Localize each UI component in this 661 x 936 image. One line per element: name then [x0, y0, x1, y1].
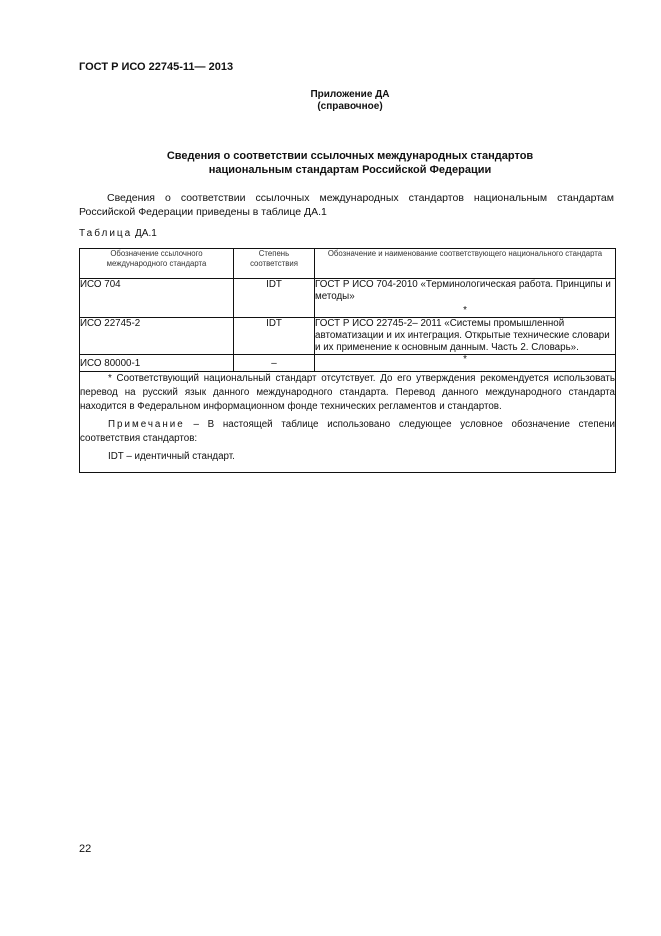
standards-table: [79, 248, 616, 473]
table-notes: [80, 372, 616, 473]
cell-national: [315, 318, 616, 355]
note-label: Примечание: [108, 419, 185, 430]
national-standard-text: ГОСТ Р ИСО 22745-2– 2011 «Системы промышленной автоматизации и их интеграция. Открытые технические словари и их применение к основным данным. Часть 2. Словарь».: [315, 318, 610, 353]
cell-reference: ИСО 80000-1: [80, 355, 234, 372]
cell-degree: IDT: [234, 318, 315, 355]
table-caption: [79, 228, 157, 239]
table-header-row: [80, 249, 616, 279]
table-notes-row: [80, 372, 616, 473]
intro-paragraph: Сведения о соответствии ссылочных международных стандартов национальным стандартам Российской Федерации приведены в таблице ДА.1: [79, 192, 614, 218]
table-caption-word: Таблица: [79, 228, 133, 239]
cell-national: [315, 355, 616, 372]
annex-heading: [0, 89, 661, 113]
header-degree: Степень соответствия: [234, 249, 315, 279]
annex-subtitle: (справочное): [317, 101, 383, 112]
section-title-line-2: национальным стандартам Российской Федерации: [208, 164, 492, 176]
cell-reference: ИСО 704: [80, 279, 234, 318]
section-title: [0, 149, 661, 177]
footnote-text: * Соответствующий национальный стандарт отсутствует. До его утверждения рекомендуется использовать перевод на русский язык данного международного стандарта. Перевод данного международного стандарта находится в Федеральном информационном фонде технических регламентов и стандартов.: [80, 373, 615, 412]
cell-national: [315, 279, 616, 318]
annex-title: Приложение ДА: [310, 89, 390, 100]
section-title-line-1: Сведения о соответствии ссылочных международных стандартов: [166, 150, 534, 162]
footnote-mark: *: [463, 305, 467, 316]
page-number: 22: [79, 843, 92, 855]
note-text: – В настоящей таблице использовано следующее условное обозначение степени соответствия стандартов:: [80, 419, 615, 444]
header-reference-standard: Обозначение ссылочного международного стандарта: [80, 249, 234, 279]
table-row: [80, 318, 616, 355]
table-caption-id: ДА.1: [135, 228, 157, 239]
cell-reference: ИСО 22745-2: [80, 318, 234, 355]
cell-degree: –: [234, 355, 315, 372]
national-standard-text: ГОСТ Р ИСО 704-2010 «Терминологическая работа. Принципы и методы»: [315, 279, 611, 302]
note-paragraph: [80, 418, 615, 446]
table-row: [80, 279, 616, 318]
legend-text: IDT – идентичный стандарт.: [108, 451, 235, 462]
document-id: ГОСТ Р ИСО 22745-11— 2013: [79, 61, 234, 73]
table-row: [80, 355, 616, 372]
footnote-mark: *: [463, 354, 467, 365]
cell-degree: IDT: [234, 279, 315, 318]
header-national-standard: Обозначение и наименование соответствующего национального стандарта: [315, 249, 616, 279]
